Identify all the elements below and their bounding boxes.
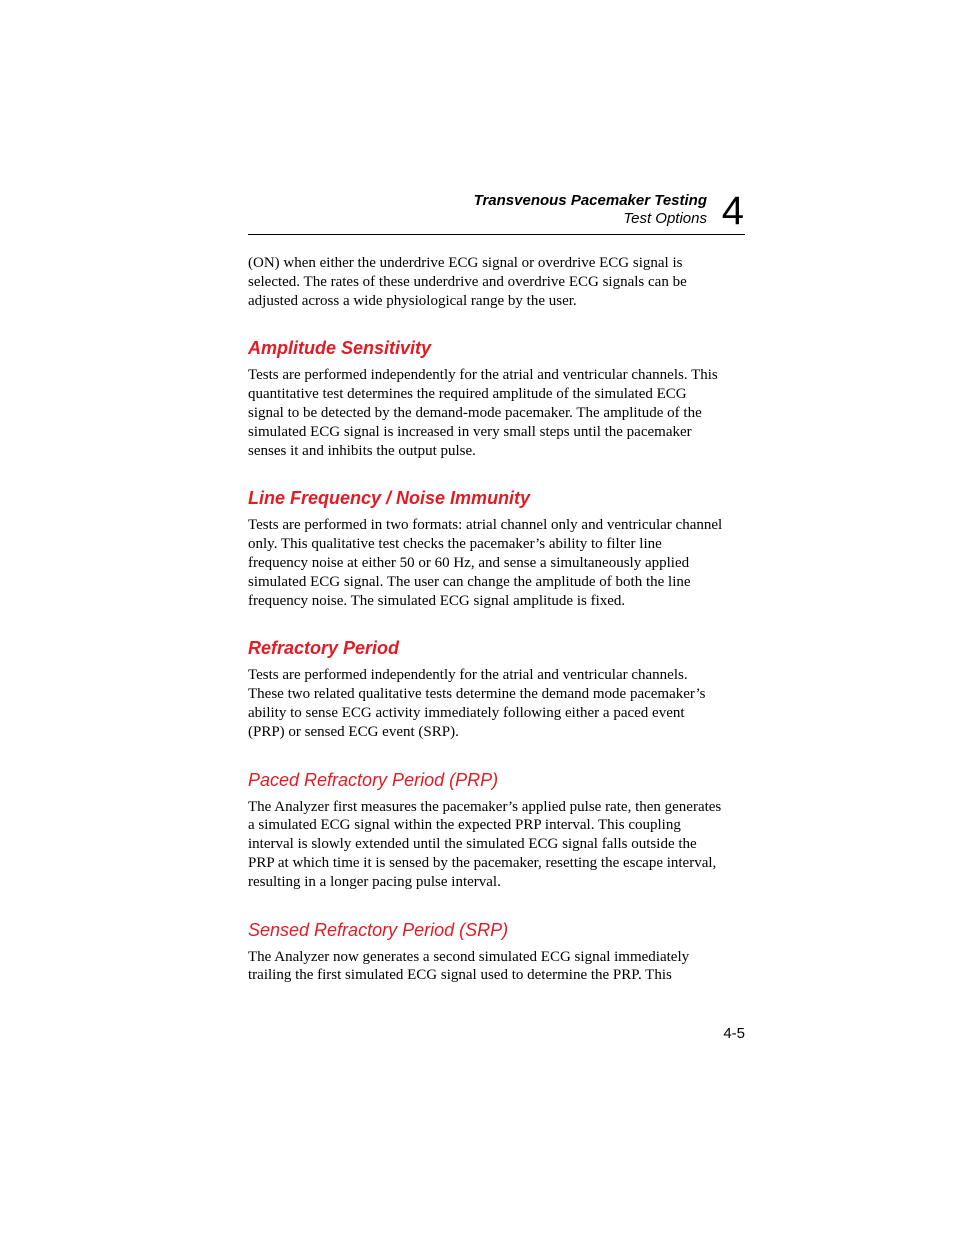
text-line: The Analyzer first measures the pacemaker’s applied pulse rate, then generates [248, 798, 722, 815]
section-title: Test Options [623, 210, 707, 227]
text-line: The Analyzer now generates a second simulated ECG signal immediately [248, 948, 690, 965]
subsection-heading-srp: Sensed Refractory Period (SRP) [248, 919, 509, 940]
subsection-heading-prp: Paced Refractory Period (PRP) [248, 769, 499, 790]
text-line: only. This qualitative test checks the pacemaker’s ability to filter line [248, 536, 662, 553]
text-line: simulated ECG signal is increased in very small steps until the pacemaker [248, 423, 692, 440]
text-line: frequency noise. The simulated ECG signal amplitude is fixed. [248, 592, 626, 609]
text-line: PRP at which time it is sensed by the pacemaker, resetting the escape interval, [248, 854, 717, 871]
text-line: resulting in a longer pacing pulse interval. [248, 873, 501, 890]
prp-paragraph [248, 798, 748, 892]
body-column [248, 254, 748, 985]
text-line: simulated ECG signal. The user can change the amplitude of both the line [248, 573, 691, 590]
text-line: interval is slowly extended until the simulated ECG signal falls outside the [248, 836, 697, 853]
text-line: signal to be detected by the demand-mode pacemaker. The amplitude of the [248, 404, 702, 421]
text-line: adjusted across a wide physiological range by the user. [248, 292, 577, 309]
text-line: quantitative test determines the required amplitude of the simulated ECG [248, 386, 687, 403]
text-line: Tests are performed in two formats: atrial channel only and ventricular channel [248, 517, 723, 534]
text-line: These two related qualitative tests determine the demand mode pacemaker’s [248, 686, 706, 703]
chapter-number: 4 [721, 189, 744, 233]
text-line: (ON) when either the underdrive ECG signal or overdrive ECG signal is [248, 255, 683, 271]
page-number: 4-5 [723, 1025, 745, 1042]
text-line: selected. The rates of these underdrive and overdrive ECG signals can be [248, 273, 687, 290]
text-line: trailing the first simulated ECG signal used to determine the PRP. This [248, 967, 672, 984]
intro-paragraph [248, 254, 748, 310]
section-heading-amplitude-sensitivity: Amplitude Sensitivity [248, 338, 432, 359]
text-line: senses it and inhibits the output pulse. [248, 442, 476, 459]
text-line: (PRP) or sensed ECG event (SRP). [248, 723, 459, 740]
text-line: Tests are performed independently for the atrial and ventricular channels. [248, 667, 688, 684]
refractory-period-paragraph [248, 666, 748, 741]
running-header [248, 190, 745, 234]
section-heading-refractory-period: Refractory Period [248, 638, 400, 659]
section-heading-line-frequency: Line Frequency / Noise Immunity [248, 488, 531, 509]
text-line: Tests are performed independently for the atrial and ventricular channels. This [248, 367, 718, 384]
line-frequency-paragraph [248, 516, 748, 610]
running-header-text [474, 192, 707, 228]
text-line: ability to sense ECG activity immediately following either a paced event [248, 704, 685, 721]
srp-paragraph [248, 948, 748, 986]
text-line: a simulated ECG signal within the expected PRP interval. This coupling [248, 817, 681, 834]
amplitude-sensitivity-paragraph [248, 366, 748, 460]
text-line: frequency noise at either 50 or 60 Hz, and sense a simultaneously applied [248, 554, 690, 571]
chapter-title: Transvenous Pacemaker Testing [473, 192, 707, 209]
header-rule [248, 234, 745, 235]
